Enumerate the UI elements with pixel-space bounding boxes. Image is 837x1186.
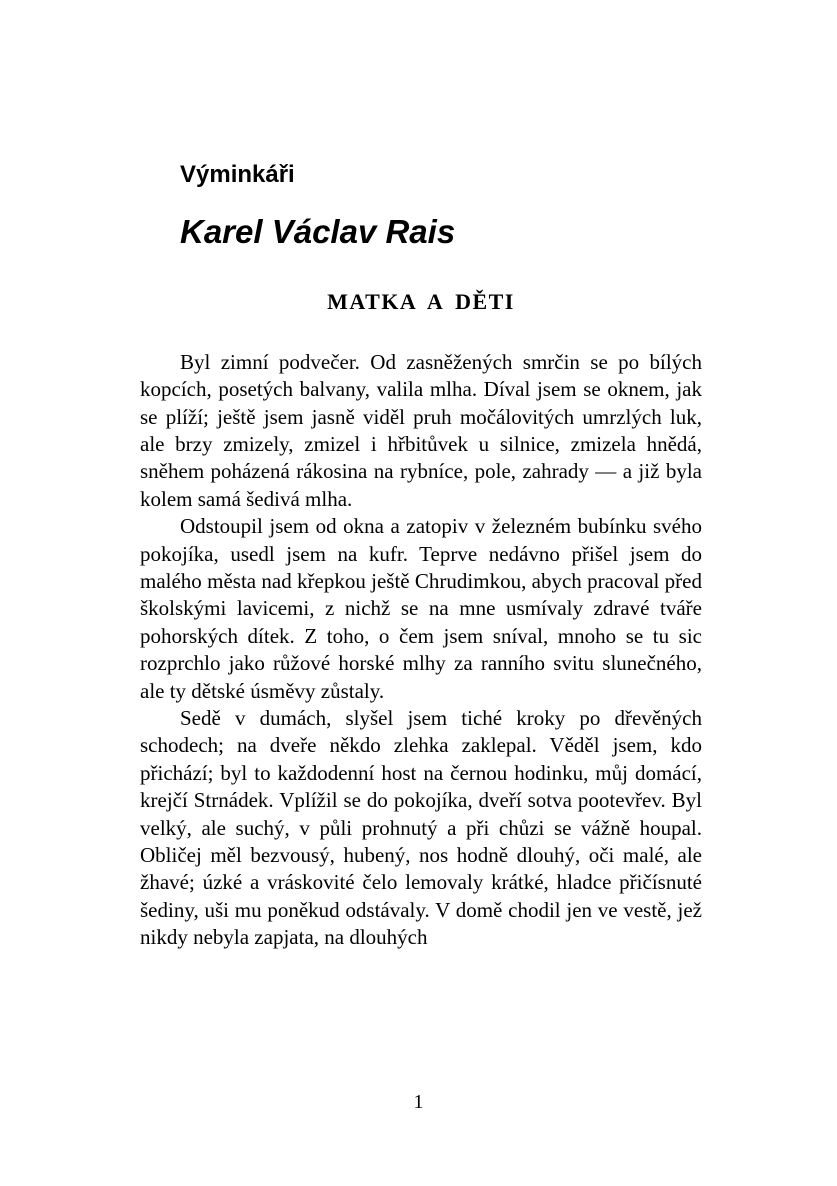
body-text <box>140 349 702 952</box>
paragraph-2: Odstoupil jsem od okna a zatopiv v železném bubínku svého pokojíka, usedl jsem na kufr. Teprve nedávno přišel jsem do malého města nad křepkou ještě Chrudimkou, abych pracoval před školskými lavicemi, z nichž se na mne usmívaly zdravé tváře pohorských dítek. Z toho, o čem jsem sníval, mnoho se tu sic rozprchlo jako růžové horské mlhy za ranního svitu slunečného, ale ty dětské úsměvy zůstaly. <box>140 514 702 703</box>
author-name: Karel Václav Rais <box>180 213 456 251</box>
paragraph-1: Byl zimní podvečer. Od zasněžených smrčin se po bílých kopcích, posetých balvany, valila mlha. Díval jsem se oknem, jak se plíží; ještě jsem jasně viděl pruh močálovitých umrzlých luk, ale brzy zmizely, zmizel i hřbitůvek u silnice, zmizela hnědá, sněhem poházená rákosina na rybníce, pole, zahrady — a již byla kolem samá šedivá mlha. <box>140 349 702 511</box>
series-title: Výminkáři <box>180 161 295 188</box>
page-content <box>140 162 702 952</box>
page-number: 1 <box>413 1091 424 1113</box>
chapter-title: MATKA A DĚTI <box>327 288 515 314</box>
paragraph-3: Sedě v dumách, slyšel jsem tiché kroky po dřevěných schodech; na dveře někdo zlehka zaklepal. Věděl jsem, kdo přichází; byl to každodenní host na černou hodinku, můj domácí, krejčí Strnádek. Vplížil se do pokojíka, dveří sotva pootevřev. Byl velký, ale suchý, v půli prohnutý a při chůzi se vážně houpal. Obličej měl bezvousý, hubený, nos hodně dlouhý, oči malé, ale žhavé; úzké a vráskovité čelo lemovaly krátké, hladce přičísnuté šediny, uši mu poněkud odstávaly. V domě chodil jen ve vestě, jež nikdy nebyla zapjata, na dlouhých <box>140 705 702 950</box>
